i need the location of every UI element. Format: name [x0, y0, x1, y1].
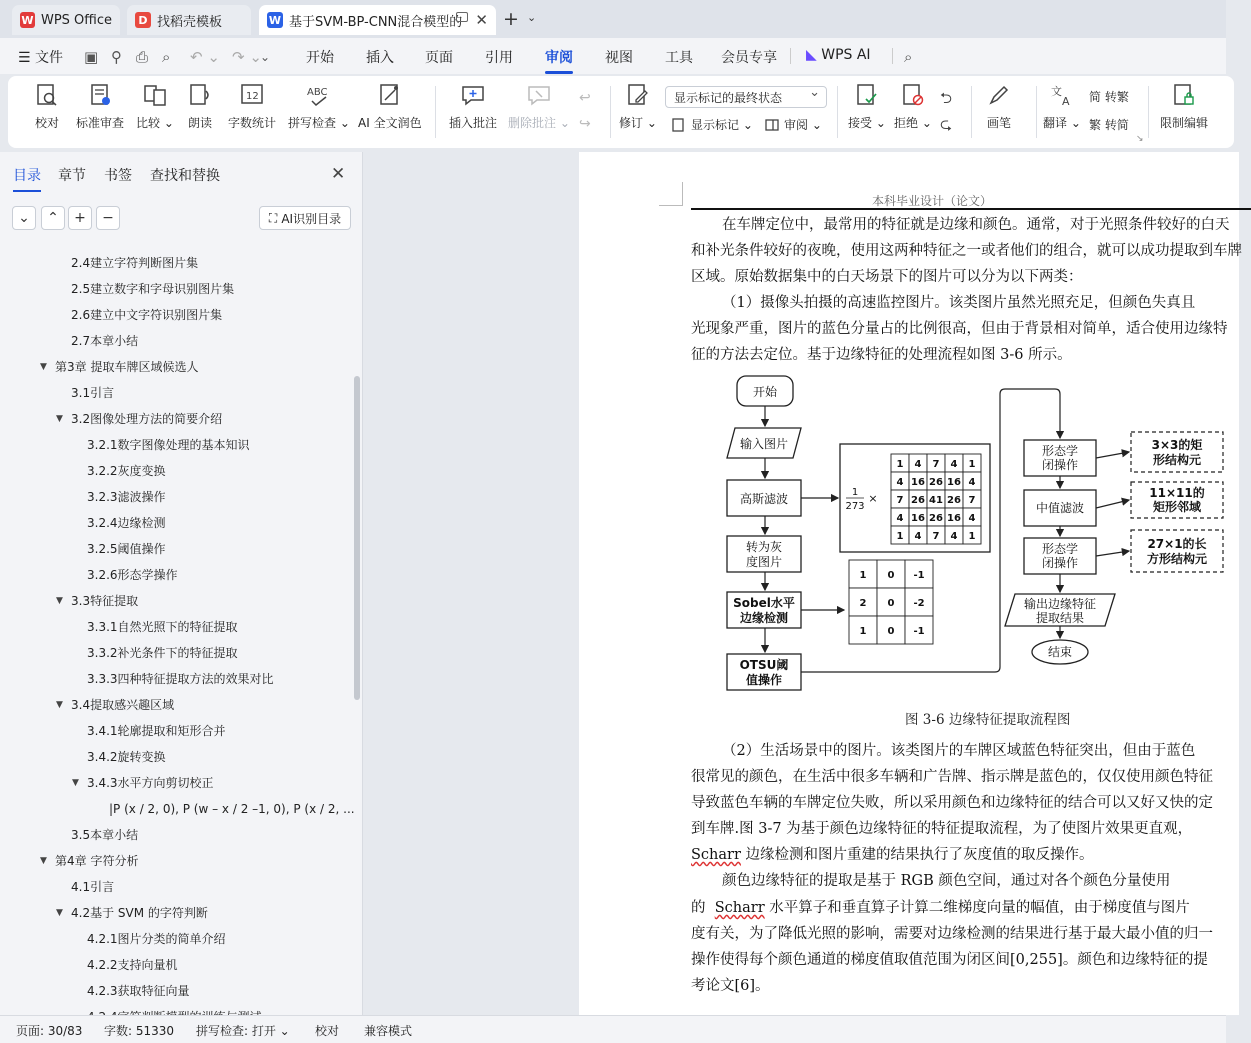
paragraph-text: 边缘检测和图片重建的结果执行了灰度值的取反操作。: [745, 847, 1094, 863]
menu-tools[interactable]: 工具: [665, 50, 693, 66]
toc-item[interactable]: [0, 514, 350, 532]
collapse-level-down-button[interactable]: ⌄: [12, 206, 36, 230]
toc-item[interactable]: [0, 670, 350, 688]
toc-item-label: 3.2.1数字图像处理的基本知识: [87, 438, 250, 452]
kernel-value: 26: [929, 477, 943, 488]
toc-item-label: 3.2.3滤波操作: [87, 490, 166, 504]
toc-item-label: |P (x / 2, 0), P (w – x / 2 –1, 0), P (x / 2, ...: [109, 802, 355, 816]
word-count-label: 字数统计: [228, 116, 277, 130]
sobel-kernel-grid: [849, 560, 933, 644]
reject-icon: [900, 82, 926, 108]
misspelled-word[interactable]: Scharr: [714, 900, 765, 916]
kernel-value: 4: [968, 513, 976, 524]
toc-item[interactable]: [0, 982, 350, 1000]
toc-item-label: 3.3.3四种特征提取方法的效果对比: [87, 672, 274, 686]
kernel-value: -2: [913, 598, 925, 609]
toc-item[interactable]: [0, 332, 350, 350]
nav-tab-bookmarks[interactable]: 书签: [104, 168, 132, 184]
show-markup-icon: [671, 117, 687, 133]
read-aloud-icon: [187, 82, 213, 108]
ribbon-divider: [971, 86, 972, 138]
toc-item[interactable]: [0, 826, 350, 844]
restrict-edit-button[interactable]: [1160, 82, 1208, 131]
toc-item[interactable]: [0, 930, 350, 948]
page-indicator[interactable]: 页面: 30/83: [16, 1024, 83, 1038]
close-tab-icon[interactable]: ✕: [475, 11, 488, 29]
menu-membership[interactable]: 会员专享: [721, 50, 777, 66]
accept-label: 接受: [848, 116, 873, 130]
ribbon-divider: [1148, 86, 1149, 138]
kernel-value: 26: [929, 513, 943, 524]
window-mini-icon[interactable]: [456, 12, 468, 22]
toc-item[interactable]: [0, 306, 350, 324]
tab-wps-office[interactable]: [12, 5, 120, 35]
delete-comment-label: 删除批注: [508, 116, 557, 130]
toc-item-label: 3.2.5阈值操作: [87, 542, 166, 556]
pen-label: 画笔: [986, 116, 1011, 130]
file-menu[interactable]: ☰ 文件: [18, 50, 64, 66]
restrict-edit-label: 限制编辑: [1160, 116, 1209, 130]
flow-sobel-label-2: 边缘检测: [739, 611, 789, 625]
toc-item-label: 第4章 字符分析: [55, 854, 139, 868]
next-comment-icon[interactable]: ↪: [579, 116, 591, 132]
flow-start-label: 开始: [752, 385, 778, 399]
print-preview-icon[interactable]: ⌕: [162, 48, 171, 66]
chevron-down-icon: ⌄: [921, 116, 932, 130]
kernel-value: 16: [911, 513, 925, 524]
next-change-icon[interactable]: ⮎: [940, 115, 953, 133]
chevron-down-icon: ⌄: [875, 116, 886, 130]
toc-item[interactable]: [0, 384, 350, 402]
spell-check-status[interactable]: 拼写检查: 打开 ⌄: [196, 1024, 290, 1038]
flow-end-label: 结束: [1047, 645, 1073, 659]
gauss-frac-num: 1: [851, 487, 859, 498]
menu-divider: [790, 48, 791, 64]
kernel-value: 1: [968, 459, 976, 470]
paragraph-text: 水平算子和垂直算子计算二维梯度向量的幅值，由于梯度值与图片: [769, 900, 1190, 916]
toc-item-label: 3.3.1自然光照下的特征提取: [87, 620, 238, 634]
misspelled-word[interactable]: Scharr: [691, 847, 741, 863]
kernel-value: 41: [929, 495, 943, 506]
gauss-kernel-grid: [891, 454, 981, 544]
flow-input-label: 输入图片: [739, 437, 789, 451]
proofread-button[interactable]: [34, 82, 60, 131]
note-3-label-b: 方形结构元: [1146, 552, 1208, 566]
share-icon[interactable]: ⚲: [111, 48, 122, 66]
delete-comment-button[interactable]: [508, 82, 570, 131]
chevron-down-icon: ⌄: [339, 116, 350, 130]
tab-bar: [0, 0, 1226, 38]
note-3-label-a: 27×1的长: [1147, 537, 1207, 551]
spell-check-icon-text: ABC: [306, 87, 328, 98]
review-pane-button[interactable]: 审阅 ⌄: [764, 116, 822, 133]
menu-divider: [892, 48, 893, 64]
kernel-value: 4: [950, 459, 958, 470]
svg-text:文: 文: [1050, 85, 1062, 98]
toc-item-label: 第3章 提取车牌区域候选人: [55, 360, 199, 374]
toc-item[interactable]: [0, 852, 350, 870]
toc-item-label: 3.4.1轮廓提取和矩形合并: [87, 724, 226, 738]
insert-comment-label: 插入批注: [449, 116, 498, 130]
standard-review-label: 标准审查: [76, 116, 125, 130]
toc-item-label: 4.2基于 SVM 的字符判断: [71, 906, 208, 920]
read-aloud-button[interactable]: [187, 82, 213, 131]
chevron-down-icon: ⌄: [163, 116, 174, 130]
spell-check-icon: [306, 82, 332, 108]
kernel-value: 0: [887, 598, 895, 609]
kernel-value: 1: [859, 570, 867, 581]
toc-list: [0, 250, 355, 1015]
flow-gauss-label: 高斯滤波: [739, 492, 789, 506]
nav-tab-find-replace[interactable]: 查找和替换: [150, 168, 220, 184]
writer-doc-icon: W: [268, 13, 282, 27]
toc-item-label: 2.7本章小结: [71, 334, 139, 348]
kernel-value: 7: [896, 495, 904, 506]
flow-sobel-label-1: Sobel水平: [733, 596, 795, 610]
kernel-value: -1: [913, 570, 925, 581]
paragraph-line: （2）生活场景中的图片。该类图片的车牌区域蓝色特征突出，但由于蓝色: [722, 743, 1196, 759]
kernel-value: 1: [859, 626, 867, 637]
proofread-icon: [34, 82, 60, 108]
status-bar: [0, 1015, 1226, 1043]
kernel-value: 4: [950, 531, 958, 542]
flow-gray-label-1: 转为灰: [745, 540, 783, 554]
tab-current-document[interactable]: [259, 5, 496, 35]
compat-mode-status: 兼容模式: [364, 1024, 413, 1038]
wps-ai-icon: ◣: [806, 47, 817, 63]
toc-scrollbar[interactable]: [354, 376, 360, 700]
word-count-indicator[interactable]: 字数: 51330: [104, 1024, 175, 1038]
read-aloud-label: 朗读: [187, 116, 212, 130]
toc-item-label: 4.2.2支持向量机: [87, 958, 178, 972]
prev-change-icon[interactable]: ⮌: [940, 89, 953, 107]
kernel-value: 4: [914, 531, 922, 542]
kernel-value: 4: [896, 513, 904, 524]
translate-button[interactable]: [1043, 82, 1081, 131]
document-area: [364, 152, 1242, 1015]
show-markup-label: 显示标记: [691, 118, 740, 132]
wps-logo-icon: W: [21, 13, 34, 27]
flow-median-label: 中值滤波: [1035, 501, 1085, 515]
ribbon-expand-icon[interactable]: ↘: [1136, 134, 1144, 144]
add-heading-button[interactable]: +: [68, 206, 92, 230]
kernel-value: 7: [932, 459, 940, 470]
remove-heading-button[interactable]: −: [96, 206, 120, 230]
accept-icon: [854, 82, 880, 108]
redo-icon[interactable]: ↷ ⌄: [232, 48, 262, 66]
kernel-value: 2: [859, 598, 867, 609]
menu-home[interactable]: 开始: [306, 50, 334, 66]
flow-output-label-2: 提取结果: [1035, 611, 1085, 625]
paragraph-line: 操作使得每个颜色通道的梯度值取值范围为闭区间[0,255]。颜色和边缘特征的提: [691, 952, 1208, 968]
toc-item[interactable]: [0, 722, 350, 740]
wps-ai-label: WPS AI: [821, 47, 871, 63]
toc-item[interactable]: [0, 410, 350, 428]
expand-arrow-icon[interactable]: ▼: [40, 856, 47, 866]
toc-item-label: 4.2.1图片分类的简单介绍: [87, 932, 226, 946]
show-markup-button[interactable]: 显示标记 ⌄: [671, 116, 753, 133]
toc-item[interactable]: [0, 618, 350, 636]
delete-comment-icon: [526, 82, 552, 108]
kernel-value: 4: [968, 477, 976, 488]
kernel-value: 16: [911, 477, 925, 488]
kernel-value: 0: [887, 626, 895, 637]
gauss-frac-den: 273: [845, 501, 865, 512]
compare-icon: [142, 82, 168, 108]
expand-arrow-icon[interactable]: ▼: [56, 908, 63, 918]
toc-item[interactable]: [0, 696, 350, 714]
toc-item-label: 4.2.3获取特征向量: [87, 984, 190, 998]
toc-item-label: 3.3特征提取: [71, 594, 139, 608]
navigation-panel: [0, 152, 363, 1015]
paragraph-line: 很常见的颜色，在生活中很多车辆和广告牌、指示牌是蓝色的，仅仅使用颜色特征: [691, 769, 1213, 785]
paragraph-line: 光现象严重，图片的蓝色分量占的比例很高，但由于背景相对简单，适合使用边缘特: [691, 321, 1228, 337]
note-2-label-b: 矩形邻域: [1152, 500, 1202, 514]
ai-polish-button[interactable]: [358, 82, 422, 131]
insert-comment-button[interactable]: [449, 82, 497, 131]
paragraph-line: 区域。原始数据集中的白天场景下的图片可以分为以下两类：: [691, 269, 1083, 285]
spell-check-button[interactable]: [288, 82, 350, 131]
file-menu-label: 文件: [35, 50, 64, 66]
paragraph-line: 度有关，为了降低光照的影响，需要对边缘检测的结果进行基于最大最小值的归一: [691, 926, 1213, 942]
track-changes-label: 修订: [619, 116, 644, 130]
track-changes-button[interactable]: [619, 82, 657, 131]
reject-button[interactable]: [894, 82, 932, 131]
pen-button[interactable]: [986, 82, 1012, 131]
expand-arrow-icon[interactable]: ▼: [56, 700, 63, 710]
toc-item-label: 3.2.6形态学操作: [87, 568, 178, 582]
to-simplified-button[interactable]: [1089, 116, 1129, 133]
kernel-value: 16: [947, 477, 961, 488]
ribbon-divider: [610, 86, 611, 138]
flow-morph-1-label-a: 形态学: [1041, 444, 1079, 458]
page-corner-mark: [659, 182, 683, 206]
toc-item-label: 3.4.2旋转变换: [87, 750, 166, 764]
prev-comment-icon[interactable]: ↩: [579, 90, 591, 106]
flow-morph-2-label-a: 形态学: [1041, 542, 1079, 556]
ribbon-divider: [435, 86, 436, 138]
nav-tab-toc[interactable]: 目录: [13, 165, 41, 185]
save-icon[interactable]: ▣: [84, 48, 99, 66]
paragraph-line: （1）摄像头拍摄的高速监控图片。该类图片虽然光照充足，但颜色失真且: [722, 295, 1196, 311]
toc-item-label: 3.2.2灰度变换: [87, 464, 166, 478]
toc-item[interactable]: [0, 462, 350, 480]
menu-view[interactable]: 视图: [605, 50, 633, 66]
kernel-value: 26: [947, 495, 961, 506]
paragraph-line: [691, 896, 1190, 917]
docer-logo-icon: D: [135, 12, 151, 28]
toc-item[interactable]: [0, 878, 350, 896]
paragraph-line: 导致蓝色车辆的车牌定位失败，所以采用颜色和边缘特征的结合可以又好又快的定: [691, 795, 1213, 811]
flow-morph-1-label-b: 闭操作: [1041, 458, 1079, 472]
toc-item-label: 3.4提取感兴趣区域: [71, 698, 175, 712]
kernel-value: 7: [932, 531, 940, 542]
edge-feature-flowchart: [719, 368, 1239, 698]
to-traditional-button[interactable]: [1089, 88, 1129, 105]
translate-label: 翻译: [1043, 116, 1068, 130]
toc-item[interactable]: [0, 904, 350, 922]
proofread-label: 校对: [34, 116, 59, 130]
gauss-times: ×: [868, 492, 878, 505]
toc-item-label: 3.1引言: [71, 386, 115, 400]
toc-item[interactable]: [0, 644, 350, 662]
paragraph-line: 征的方法去定位。基于边缘特征的处理流程如图 3-6 所示。: [691, 347, 1072, 363]
flow-otsu-label-1: OTSU阈: [739, 658, 789, 672]
compare-button[interactable]: [136, 82, 174, 131]
expand-arrow-icon[interactable]: ▼: [56, 596, 63, 606]
note-1-label-b: 形结构元: [1152, 453, 1202, 467]
accept-button[interactable]: [848, 82, 886, 131]
toc-item[interactable]: [0, 774, 350, 792]
insert-comment-icon: [460, 82, 486, 108]
tab-label: WPS Office: [40, 12, 112, 28]
note-1-label-a: 3×3的矩: [1151, 438, 1203, 452]
collapse-level-up-button[interactable]: ⌃: [41, 206, 65, 230]
flow-otsu-label-2: 值操作: [745, 673, 783, 687]
menu-reference[interactable]: 引用: [485, 50, 513, 66]
toc-item-label: 4.1引言: [71, 880, 115, 894]
toc-item[interactable]: [0, 540, 350, 558]
menu-page[interactable]: 页面: [425, 50, 453, 66]
paragraph-text: 的: [691, 900, 706, 916]
search-icon[interactable]: ⌕: [904, 48, 913, 66]
ribbon-divider: [1036, 86, 1037, 138]
paragraph-line: 颜色边缘特征的提取是基于 RGB 颜色空间，通过对各个颜色分量使用: [722, 873, 1171, 889]
track-changes-icon: [625, 82, 651, 108]
standard-review-button[interactable]: [76, 82, 124, 131]
toc-item-label: 3.5本章小结: [71, 828, 139, 842]
toc-item[interactable]: [0, 436, 350, 454]
kernel-value: 16: [947, 513, 961, 524]
more-chevron-icon[interactable]: ⌄: [260, 50, 271, 64]
close-panel-icon[interactable]: ✕: [331, 164, 346, 184]
toc-item-label: 2.6建立中文字符识别图片集: [71, 308, 223, 322]
tab-label: 基于SVM-BP-CNN混合模型的: [289, 14, 463, 30]
chevron-down-icon: ⌄: [559, 116, 570, 130]
menu-review[interactable]: 审阅: [545, 47, 573, 67]
ribbon-divider: [837, 86, 838, 138]
kernel-value: 26: [911, 495, 925, 506]
toc-item[interactable]: [0, 566, 350, 584]
figure-caption: 图 3-6 边缘特征提取流程图: [905, 712, 1071, 728]
paragraph-line: 在车牌定位中，最常用的特征就是边缘和颜色。通常，对于光照条件较好的白天: [722, 217, 1230, 233]
ai-toc-button[interactable]: [259, 206, 351, 230]
expand-arrow-icon[interactable]: ▼: [40, 362, 47, 372]
chevron-down-icon: ⌄: [1070, 116, 1081, 130]
page-header: 本科毕业设计（论文）: [872, 194, 993, 208]
to-simplified-label: 繁 转简: [1089, 118, 1129, 132]
toc-item[interactable]: [0, 280, 350, 298]
word-count-icon-text: 12: [246, 91, 259, 102]
ai-polish-icon: [377, 82, 403, 108]
ai-toc-icon: ⛶: [268, 210, 278, 225]
toc-item-label: 3.2.4边缘检测: [87, 516, 166, 530]
menu-insert[interactable]: 插入: [366, 50, 394, 66]
expand-arrow-icon[interactable]: ▼: [56, 414, 63, 424]
new-tab-icon[interactable]: +: [503, 8, 519, 30]
svg-text:A: A: [1061, 95, 1070, 108]
word-count-button[interactable]: [228, 82, 276, 131]
toc-item[interactable]: [0, 800, 355, 818]
kernel-value: 1: [896, 531, 904, 542]
standard-review-icon: [87, 82, 113, 108]
spell-check-status-label: 拼写检查: 打开: [196, 1024, 276, 1038]
review-pane-label: 审阅: [784, 118, 809, 132]
menu-bar: [0, 38, 1226, 74]
tab-docer-templates[interactable]: [127, 5, 251, 35]
toc-item[interactable]: [0, 358, 350, 376]
print-icon[interactable]: ⎙: [136, 48, 149, 66]
kernel-value: 1: [896, 459, 904, 470]
kernel-value: 1: [968, 531, 976, 542]
flow-output-label-1: 输出边缘特征: [1023, 597, 1097, 611]
kernel-value: 0: [887, 570, 895, 581]
to-traditional-label: 简 转繁: [1089, 90, 1129, 104]
flow-gray-label-2: 度图片: [745, 555, 783, 569]
word-count-icon: [239, 82, 265, 108]
paragraph-line: 和补光条件较好的夜晚，使用这两种特征之一或者他们的组合，就可以成功提取到车牌: [691, 243, 1242, 259]
paragraph-line: [691, 843, 1094, 864]
flow-morph-2-label-b: 闭操作: [1041, 556, 1079, 570]
toc-item-label: 3.2图像处理方法的简要介绍: [71, 412, 223, 426]
toc-item[interactable]: [0, 748, 350, 766]
toc-item-label: 2.5建立数字和字母识别图片集: [71, 282, 235, 296]
paragraph-line: 考论文[6]。: [691, 978, 770, 994]
ai-polish-label: AI 全文润色: [358, 116, 422, 130]
ribbon-review: [8, 76, 1234, 148]
menu-wps-ai[interactable]: [806, 47, 871, 63]
note-2-label-a: 11×11的: [1149, 486, 1205, 500]
toc-item[interactable]: [0, 488, 350, 506]
review-pane-icon: [764, 117, 780, 133]
markup-mode-select[interactable]: 显示标记的最终状态 ⌄: [665, 86, 827, 108]
document-page[interactable]: [579, 152, 1242, 1015]
chevron-down-icon: ⌄: [646, 116, 657, 130]
lock-doc-icon: [1171, 82, 1197, 108]
kernel-value: 7: [968, 495, 976, 506]
translate-icon: [1049, 82, 1075, 108]
compare-label: 比较: [136, 116, 161, 130]
pen-icon: [986, 82, 1012, 108]
paragraph-line: 到车牌.图 3-7 为基于颜色边缘特征的特征提取流程，为了使图片效果更直观，: [691, 821, 1193, 837]
nav-tab-chapters[interactable]: 章节: [58, 168, 86, 184]
toc-item-label: 3.4.3水平方向剪切校正: [87, 776, 214, 790]
undo-icon[interactable]: ↶ ⌄: [190, 48, 220, 66]
kernel-value: -1: [913, 626, 925, 637]
expand-arrow-icon[interactable]: ▼: [72, 778, 79, 788]
kernel-value: 4: [914, 459, 922, 470]
toc-item-label: 2.4建立字符判断图片集: [71, 256, 199, 270]
proofread-status[interactable]: 校对: [315, 1024, 340, 1038]
tab-label: 找稻壳模板: [157, 14, 223, 30]
kernel-value: 4: [896, 477, 904, 488]
tab-list-chevron-icon[interactable]: ⌄: [527, 11, 537, 24]
spell-check-label: 拼写检查: [288, 116, 337, 130]
header-rule: [691, 208, 1251, 210]
ai-toc-label: AI识别目录: [281, 211, 342, 226]
toc-item-label: 3.3.2补光条件下的特征提取: [87, 646, 238, 660]
toc-item[interactable]: [0, 254, 350, 272]
toc-item[interactable]: [0, 592, 350, 610]
toc-item[interactable]: [0, 956, 350, 974]
reject-label: 拒绝: [894, 116, 919, 130]
